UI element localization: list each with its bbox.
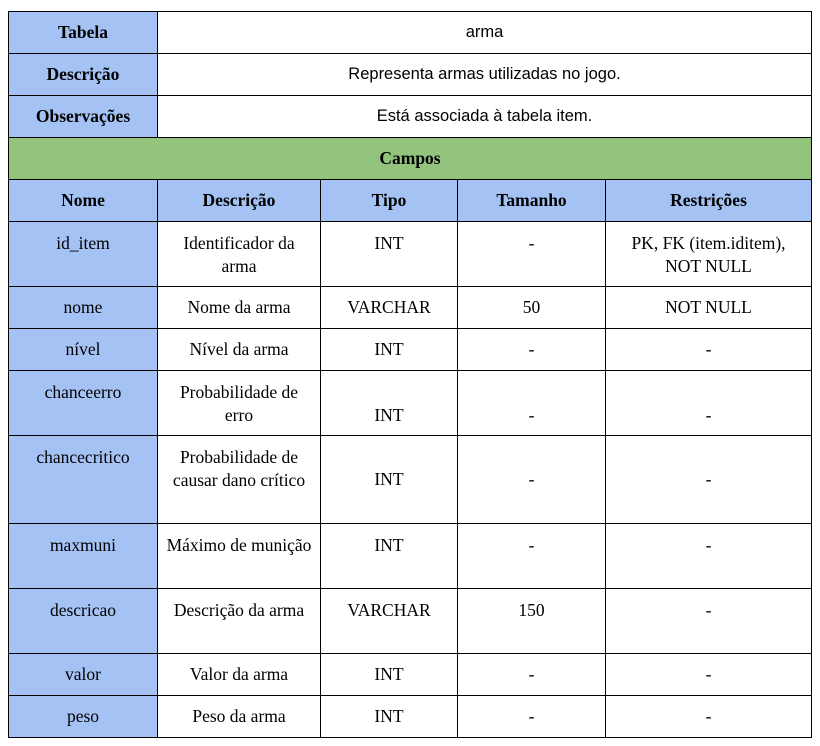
field-constraints: - — [606, 654, 812, 696]
column-header-row — [9, 180, 812, 222]
field-constraints: - — [606, 524, 812, 589]
campos-section-row — [9, 138, 812, 180]
field-size: - — [458, 371, 606, 436]
field-size: - — [458, 222, 606, 287]
field-description: Probabilidade de causar dano crítico — [158, 436, 321, 524]
field-description: Nível da arma — [158, 329, 321, 371]
field-name: peso — [9, 696, 158, 738]
field-type: INT — [321, 222, 458, 287]
descricao-label: Descrição — [9, 54, 158, 96]
column-header: Descrição — [158, 180, 321, 222]
field-description: Descrição da arma — [158, 589, 321, 654]
table-row — [9, 436, 812, 524]
field-constraints: PK, FK (item.iditem), NOT NULL — [606, 222, 812, 287]
tabela-value: arma — [158, 12, 812, 54]
meta-row-descricao — [9, 54, 812, 96]
field-size: 150 — [458, 589, 606, 654]
field-size: - — [458, 524, 606, 589]
field-size: - — [458, 654, 606, 696]
meta-row-tabela — [9, 12, 812, 54]
table-row — [9, 329, 812, 371]
field-description: Peso da arma — [158, 696, 321, 738]
field-description: Probabilidade de erro — [158, 371, 321, 436]
field-type: INT — [321, 371, 458, 436]
field-description: Máximo de munição — [158, 524, 321, 589]
table-row — [9, 654, 812, 696]
field-name: descricao — [9, 589, 158, 654]
field-description: Valor da arma — [158, 654, 321, 696]
observacoes-value: Está associada à tabela item. — [158, 96, 812, 138]
field-type: INT — [321, 654, 458, 696]
field-type: INT — [321, 524, 458, 589]
field-name: nome — [9, 287, 158, 329]
table-definition — [8, 11, 812, 738]
field-constraints: - — [606, 436, 812, 524]
table-row — [9, 696, 812, 738]
field-description: Identificador da arma — [158, 222, 321, 287]
field-constraints: - — [606, 329, 812, 371]
field-constraints: - — [606, 696, 812, 738]
field-name: valor — [9, 654, 158, 696]
field-name: chanceerro — [9, 371, 158, 436]
column-header: Tipo — [321, 180, 458, 222]
table-row — [9, 589, 812, 654]
table-row — [9, 524, 812, 589]
observacoes-label: Observações — [9, 96, 158, 138]
field-size: 50 — [458, 287, 606, 329]
field-name: nível — [9, 329, 158, 371]
field-type: VARCHAR — [321, 589, 458, 654]
field-constraints: NOT NULL — [606, 287, 812, 329]
field-description: Nome da arma — [158, 287, 321, 329]
field-constraints: - — [606, 371, 812, 436]
campos-title: Campos — [9, 138, 812, 180]
field-size: - — [458, 436, 606, 524]
table-row — [9, 287, 812, 329]
column-header: Restrições — [606, 180, 812, 222]
field-name: chancecritico — [9, 436, 158, 524]
table-row — [9, 371, 812, 436]
field-type: INT — [321, 329, 458, 371]
table-row — [9, 222, 812, 287]
field-name: id_item — [9, 222, 158, 287]
column-header: Nome — [9, 180, 158, 222]
column-header: Tamanho — [458, 180, 606, 222]
field-size: - — [458, 329, 606, 371]
field-size: - — [458, 696, 606, 738]
descricao-value: Representa armas utilizadas no jogo. — [158, 54, 812, 96]
field-type: INT — [321, 696, 458, 738]
meta-row-observacoes — [9, 96, 812, 138]
field-type: INT — [321, 436, 458, 524]
field-type: VARCHAR — [321, 287, 458, 329]
field-constraints: - — [606, 589, 812, 654]
tabela-label: Tabela — [9, 12, 158, 54]
field-name: maxmuni — [9, 524, 158, 589]
